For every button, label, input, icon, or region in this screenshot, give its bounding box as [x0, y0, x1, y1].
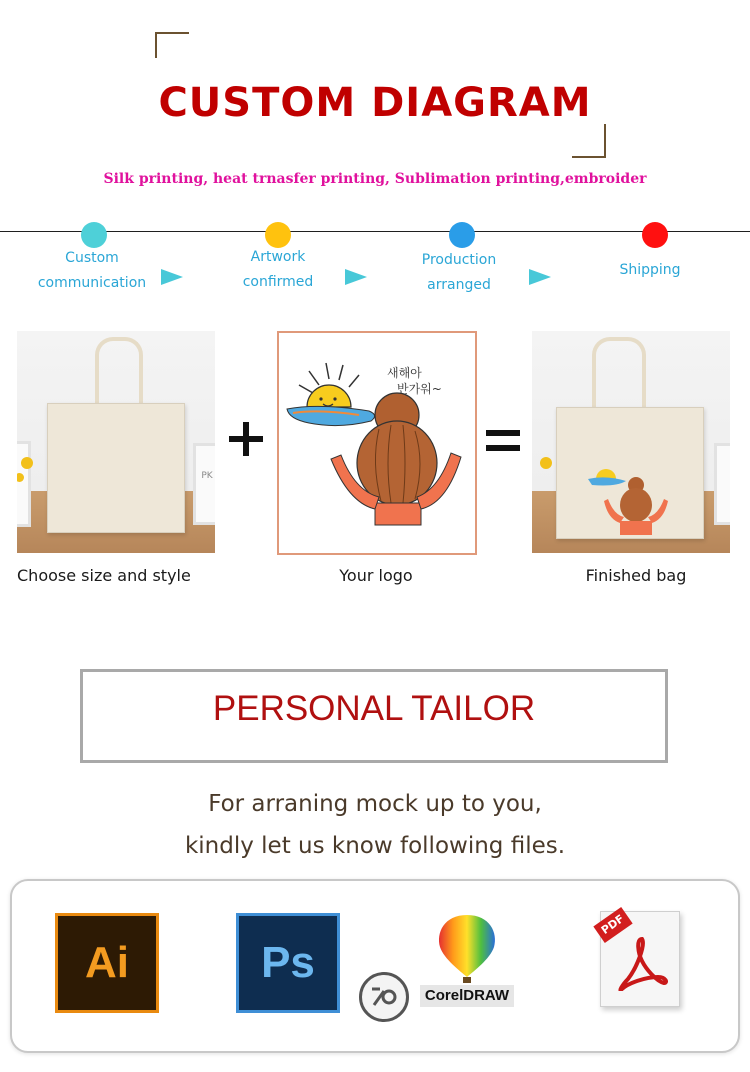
- illustrator-icon: Ai: [55, 913, 159, 1013]
- step-dot-communication: [81, 222, 107, 248]
- decor-corner-top-left: [155, 32, 189, 58]
- caption-your-logo: Your logo: [339, 566, 413, 585]
- equals-icon: [486, 428, 520, 454]
- decor-corner-bottom-right: [572, 124, 606, 158]
- printed-logo: [586, 451, 676, 541]
- pdf-icon: [596, 909, 686, 1009]
- logo-art-text: 반가워~: [397, 382, 442, 396]
- logo-art-text: 새해아: [387, 366, 422, 380]
- step-label-line: Custom: [65, 250, 119, 266]
- photoshop-icon: Ps: [236, 913, 340, 1013]
- step-label-line: confirmed: [242, 274, 314, 290]
- pdf-badge-label: PDF: [593, 907, 632, 943]
- plain-bag-photo: [17, 331, 215, 553]
- mockup-note-line-1: For arraning mock up to you,: [208, 791, 542, 817]
- process-timeline: [0, 231, 750, 232]
- step-dot-production: [449, 222, 475, 248]
- step-label-shipping: Shipping: [619, 262, 681, 278]
- arrow-right-icon: [345, 269, 367, 285]
- step-label-line: Artwork: [250, 249, 306, 265]
- personal-tailor-title: PERSONAL TAILOR: [212, 689, 536, 728]
- coreldraw-label-bold: DRAW: [463, 987, 510, 1004]
- step-label-line: Production: [421, 252, 497, 268]
- printing-methods-subtitle: Silk printing, heat trnasfer printing, Sublimation printing,embroider: [103, 171, 647, 187]
- page-title: CUSTOM DIAGRAM: [158, 80, 592, 126]
- photo-frame-text: PK: [193, 443, 215, 525]
- caption-choose-style: Choose size and style: [17, 566, 191, 585]
- finished-bag-photo: [532, 331, 730, 553]
- cartoon-girl-sun-illustration: [279, 333, 475, 553]
- coreldraw-label: Corel: [424, 987, 464, 1004]
- caption-finished-bag: Finished bag: [585, 566, 687, 585]
- tools-icon: [359, 972, 409, 1022]
- mockup-note-line-2: kindly let us know following files.: [184, 833, 566, 859]
- coreldraw-icon: [420, 911, 514, 1009]
- plus-icon: [229, 419, 263, 459]
- step-label-communication: [22, 246, 162, 296]
- step-label-line: arranged: [427, 277, 491, 293]
- step-dot-shipping: [642, 222, 668, 248]
- step-label-line: communication: [37, 275, 147, 291]
- logo-artwork: [277, 331, 477, 555]
- arrow-right-icon: [529, 269, 551, 285]
- step-label-artwork: [208, 245, 348, 295]
- step-label-production: [389, 248, 529, 298]
- arrow-right-icon: [161, 269, 183, 285]
